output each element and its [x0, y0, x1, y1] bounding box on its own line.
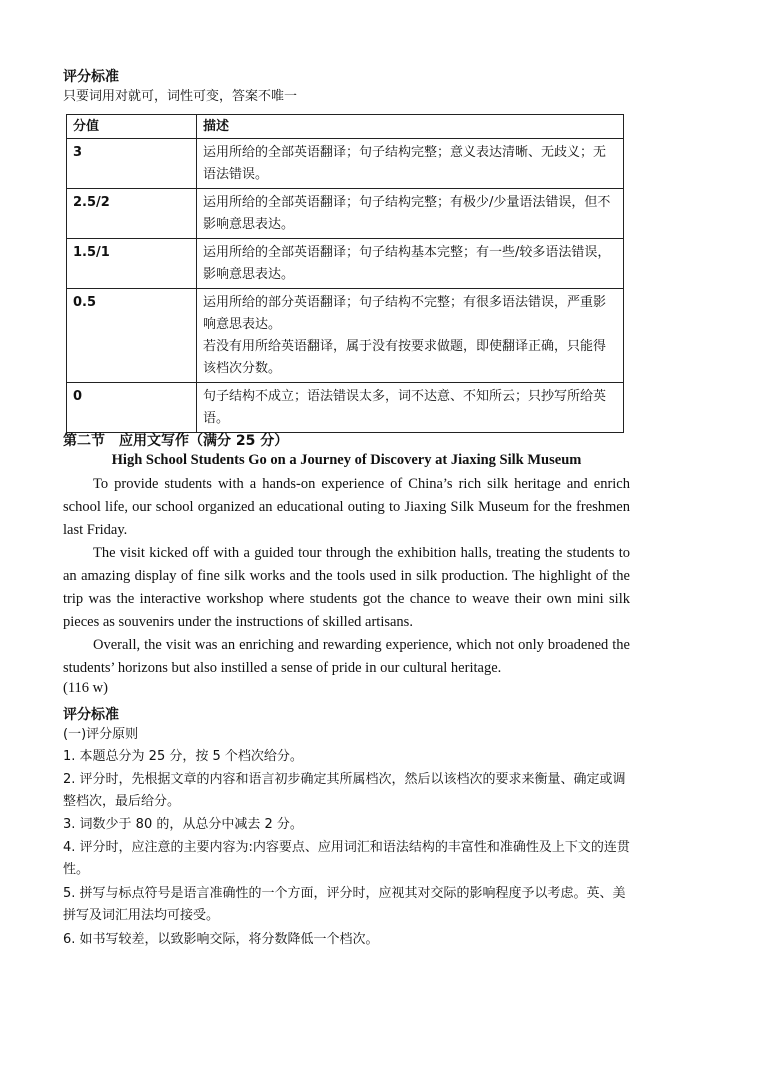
description-cell — [197, 383, 624, 433]
table-row — [67, 383, 624, 433]
score-cell: 1.5/1 — [67, 239, 197, 289]
top-heading: 评分标准 — [63, 69, 119, 85]
description-cell — [197, 139, 624, 189]
criteria-subheading: (一)评分原则 — [63, 727, 139, 742]
table-row — [67, 139, 624, 189]
description-text: 运用所给的部分英语翻译；句子结构不完整；有很多语法错误，严重影响意思表达。 — [203, 295, 607, 332]
essay-paragraph — [63, 542, 630, 634]
essay-title: High School Students Go on a Journey of Discovery at Jiaxing Silk Museum — [111, 452, 582, 468]
description-text: 若没有用所给英语翻译，属于没有按要求做题，即使翻译正确，只能得该档次分数。 — [203, 339, 607, 376]
word-count: (116 w) — [63, 680, 108, 696]
header-score: 分值 — [67, 115, 197, 139]
score-cell: 0 — [67, 383, 197, 433]
criteria-heading: 评分标准 — [63, 707, 119, 723]
top-note: 只要词用对就可，词性可变，答案不唯一 — [63, 89, 298, 104]
criteria-item: 5. 拼写与标点符号是语言准确性的一个方面，评分时，应视其对交际的影响程度予以考虑。英、美拼写及词汇用法均可接受。 — [63, 886, 626, 923]
table-row — [67, 189, 624, 239]
essay-paragraph-text: To provide students with a hands-on experience of China’s rich silk heritage and enrich school life, our school organized an educational outing to Jiaxing Silk Museum for the freshmen last Friday. — [63, 476, 630, 538]
description-text: 运用所给的全部英语翻译；句子结构完整；有极少/少量语法错误，但不影响意思表达。 — [203, 195, 611, 232]
essay-paragraph — [63, 634, 630, 680]
essay-paragraph-text: The visit kicked off with a guided tour through the exhibition halls, treating the students to an amazing display of fine silk works and the tools used in silk production. The highlight of the trip was the interactive workshop where students got the chance to weave their own mini silk pieces as souvenirs under the instructions of skilled artisans. — [63, 545, 630, 630]
criteria-item: 4. 评分时，应注意的主要内容为:内容要点、应用词汇和语法结构的丰富性和准确性及上下文的连贯性。 — [63, 840, 630, 877]
description-cell — [197, 239, 624, 289]
score-cell: 3 — [67, 139, 197, 189]
header-description: 描述 — [197, 115, 624, 139]
table-row — [67, 239, 624, 289]
criteria-item: 6. 如书写较差，以致影响交际，将分数降低一个档次。 — [63, 932, 379, 947]
score-table-header — [67, 115, 624, 139]
description-text: 运用所给的全部英语翻译；句子结构完整；意义表达清晰、无歧义；无语法错误。 — [203, 145, 607, 182]
table-row — [67, 289, 624, 383]
essay-paragraph-text: Overall, the visit was an enriching and rewarding experience, which not only broadened the students’ horizons but also instilled a sense of pride in our cultural heritage. — [63, 637, 630, 676]
criteria-item: 2. 评分时，先根据文章的内容和语言初步确定其所属档次，然后以该档次的要求来衡量、确定或调整档次，最后给分。 — [63, 772, 626, 809]
score-table — [66, 114, 624, 433]
criteria-item: 3. 词数少于 80 的，从总分中减去 2 分。 — [63, 817, 303, 832]
essay-paragraph — [63, 473, 630, 542]
section-title: 第二节 应用文写作（满分 25 分） — [63, 433, 289, 449]
criteria-item: 1. 本题总分为 25 分，按 5 个档次给分。 — [63, 749, 303, 764]
description-text: 句子结构不成立；语法错误太多，词不达意、不知所云；只抄写所给英语。 — [203, 389, 607, 426]
description-cell — [197, 189, 624, 239]
description-cell — [197, 289, 624, 383]
score-cell: 2.5/2 — [67, 189, 197, 239]
description-text: 运用所给的全部英语翻译；句子结构基本完整；有一些/较多语法错误，影响意思表达。 — [203, 245, 611, 282]
score-cell: 0.5 — [67, 289, 197, 383]
